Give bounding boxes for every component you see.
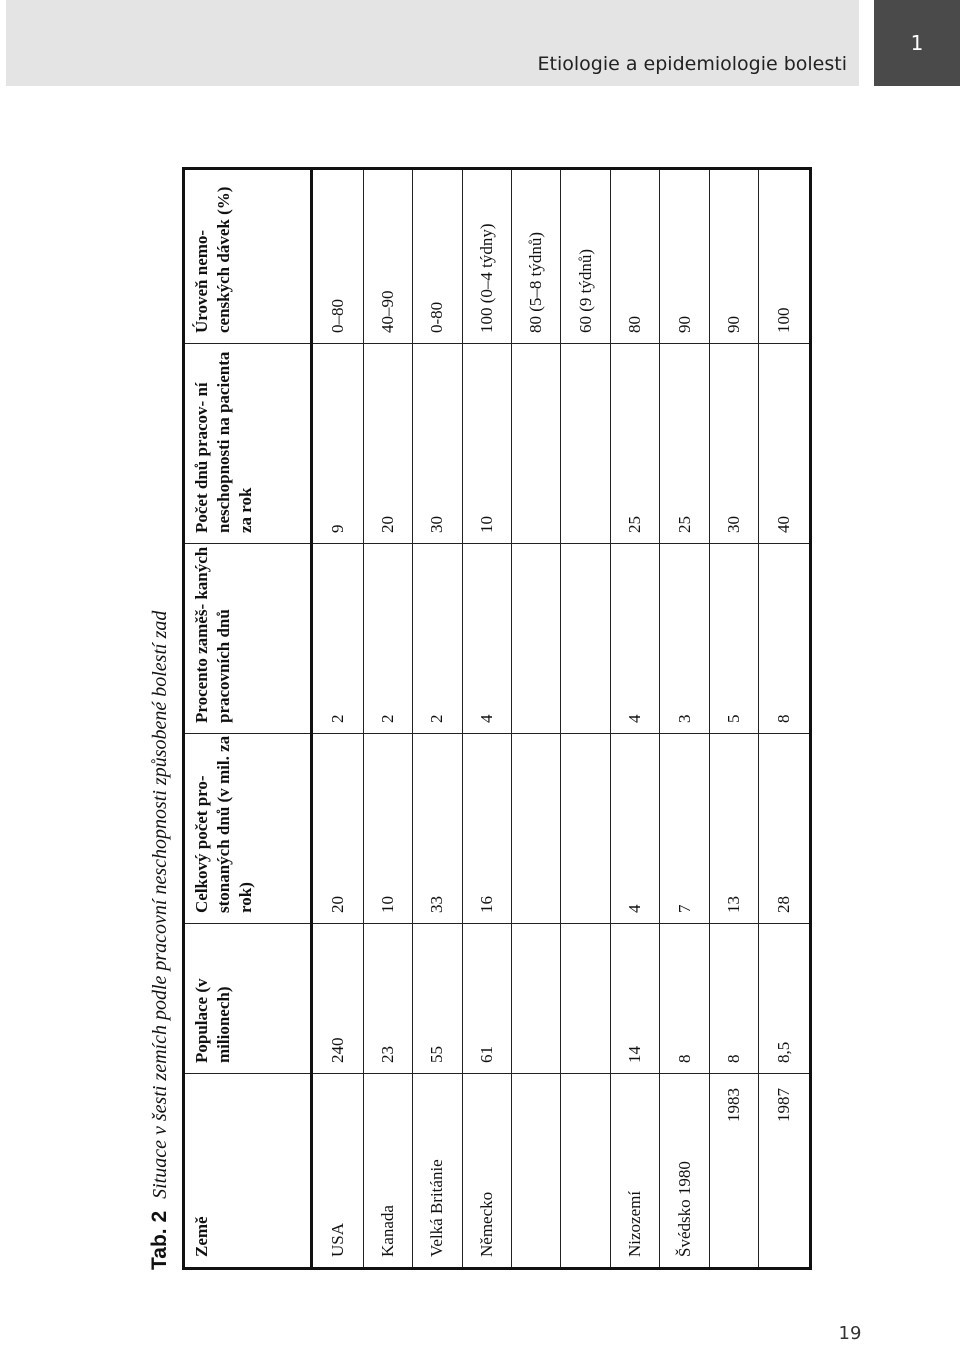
col-header-total-sick-days: Celkový počet pro- stonaných dnů (v mil. za rok) bbox=[184, 734, 312, 924]
cell-days-per-patient: 25 bbox=[660, 344, 709, 544]
cell-population bbox=[512, 924, 561, 1074]
cell-percent-missed: 4 bbox=[462, 544, 511, 734]
cell-country: Německo bbox=[462, 1074, 511, 1269]
table-row bbox=[660, 169, 709, 1269]
cell-benefit-level: 80 bbox=[610, 169, 659, 344]
table-row bbox=[363, 169, 412, 1269]
cell-population: 55 bbox=[413, 924, 462, 1074]
cell-percent-missed: 8 bbox=[759, 544, 811, 734]
cell-total-sick-days bbox=[561, 734, 610, 924]
cell-total-sick-days: 33 bbox=[413, 734, 462, 924]
cell-country bbox=[512, 1074, 561, 1269]
running-header bbox=[6, 0, 859, 86]
cell-benefit-level: 0–80 bbox=[312, 169, 364, 344]
col-header-percent-missed-days: Procento zaměš- kaných pracovních dnů bbox=[184, 544, 312, 734]
cell-total-sick-days: 13 bbox=[709, 734, 758, 924]
cell-days-per-patient: 30 bbox=[413, 344, 462, 544]
cell-days-per-patient: 25 bbox=[610, 344, 659, 544]
table-row bbox=[561, 169, 610, 1269]
cell-total-sick-days: 7 bbox=[660, 734, 709, 924]
table-row bbox=[413, 169, 462, 1269]
cell-days-per-patient: 40 bbox=[759, 344, 811, 544]
cell-percent-missed: 2 bbox=[413, 544, 462, 734]
cell-population: 61 bbox=[462, 924, 511, 1074]
col-header-days-per-patient: Počet dnů pracov- ní neschopnosti na pacienta za rok bbox=[184, 344, 312, 544]
cell-benefit-level: 100 bbox=[759, 169, 811, 344]
table-row bbox=[512, 169, 561, 1269]
cell-percent-missed: 2 bbox=[363, 544, 412, 734]
col-header-sick-benefit-level: Úroveň nemo- cenských dávek (%) bbox=[184, 169, 312, 344]
cell-days-per-patient: 20 bbox=[363, 344, 412, 544]
cell-percent-missed bbox=[561, 544, 610, 734]
cell-benefit-level: 60 (9 týdnů) bbox=[561, 169, 610, 344]
cell-total-sick-days: 4 bbox=[610, 734, 659, 924]
table-caption-text: Situace v šesti zemích podle pracovní neschopnosti způsobené bolestí zad bbox=[149, 610, 171, 1199]
cell-population: 8 bbox=[709, 924, 758, 1074]
cell-population: 23 bbox=[363, 924, 412, 1074]
table-row bbox=[312, 169, 364, 1269]
cell-total-sick-days: 16 bbox=[462, 734, 511, 924]
rotated-table-region bbox=[140, 170, 815, 1270]
cell-benefit-level: 80 (5–8 týdnů) bbox=[512, 169, 561, 344]
table-row bbox=[610, 169, 659, 1269]
cell-population: 14 bbox=[610, 924, 659, 1074]
cell-country: Nizozemí bbox=[610, 1074, 659, 1269]
chapter-number-tab: 1 bbox=[874, 0, 960, 86]
cell-benefit-level: 90 bbox=[660, 169, 709, 344]
cell-days-per-patient bbox=[561, 344, 610, 544]
cell-population: 240 bbox=[312, 924, 364, 1074]
cell-benefit-level: 0-80 bbox=[413, 169, 462, 344]
col-header-country: Země bbox=[184, 1074, 312, 1269]
cell-days-per-patient: 10 bbox=[462, 344, 511, 544]
cell-percent-missed: 5 bbox=[709, 544, 758, 734]
cell-benefit-level: 40–90 bbox=[363, 169, 412, 344]
cell-benefit-level: 100 (0–4 týdny) bbox=[462, 169, 511, 344]
cell-country: 1987 bbox=[759, 1074, 811, 1269]
cell-country: USA bbox=[312, 1074, 364, 1269]
table-row bbox=[462, 169, 511, 1269]
cell-population bbox=[561, 924, 610, 1074]
cell-benefit-level: 90 bbox=[709, 169, 758, 344]
table-row bbox=[709, 169, 758, 1269]
cell-total-sick-days bbox=[512, 734, 561, 924]
cell-country: Velká Británie bbox=[413, 1074, 462, 1269]
table-caption bbox=[140, 180, 180, 1270]
cell-percent-missed: 4 bbox=[610, 544, 659, 734]
cell-days-per-patient bbox=[512, 344, 561, 544]
cell-population: 8,5 bbox=[759, 924, 811, 1074]
cell-population: 8 bbox=[660, 924, 709, 1074]
table-caption-label: Tab. 2 bbox=[148, 1210, 171, 1270]
table-header-row bbox=[184, 169, 312, 1269]
cell-percent-missed bbox=[512, 544, 561, 734]
cell-country: Švédsko 1980 bbox=[660, 1074, 709, 1269]
col-header-population: Populace (v milionech) bbox=[184, 924, 312, 1074]
page-number: 19 bbox=[838, 1323, 862, 1344]
cell-total-sick-days: 28 bbox=[759, 734, 811, 924]
cell-total-sick-days: 10 bbox=[363, 734, 412, 924]
cell-total-sick-days: 20 bbox=[312, 734, 364, 924]
running-header-title: Etiologie a epidemiologie bolesti bbox=[537, 53, 847, 75]
cell-percent-missed: 3 bbox=[660, 544, 709, 734]
table-row bbox=[759, 169, 811, 1269]
cell-days-per-patient: 9 bbox=[312, 344, 364, 544]
data-table bbox=[182, 167, 812, 1270]
cell-country bbox=[561, 1074, 610, 1269]
cell-country: 1983 bbox=[709, 1074, 758, 1269]
cell-days-per-patient: 30 bbox=[709, 344, 758, 544]
cell-percent-missed: 2 bbox=[312, 544, 364, 734]
cell-country: Kanada bbox=[363, 1074, 412, 1269]
